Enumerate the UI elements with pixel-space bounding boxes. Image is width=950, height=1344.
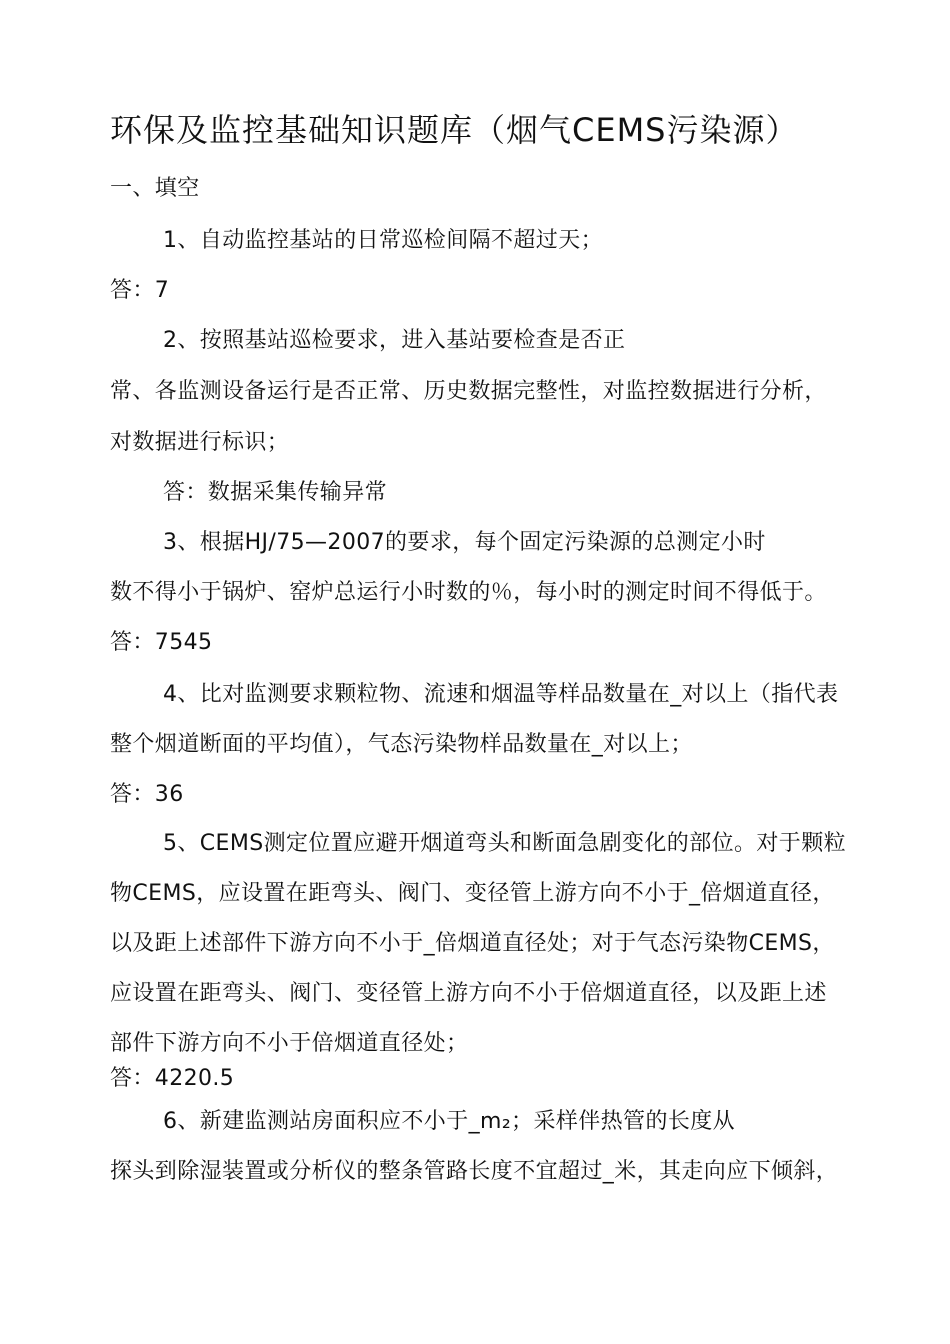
answer-1: 答：7 bbox=[110, 278, 170, 303]
question-1: 1、自动监控基站的日常巡检间隔不超过天； bbox=[163, 228, 603, 253]
question-5-line-3: 以及距上述部件下游方向不小于_倍烟道直径处；对于气态污染物CEMS， bbox=[110, 931, 835, 956]
question-5-line-1: 5、CEMS测定位置应避开烟道弯头和断面急剧变化的部位。对于颗粒 bbox=[163, 831, 847, 856]
answer-2: 答：数据采集传输异常 bbox=[163, 480, 388, 505]
question-5-line-5: 部件下游方向不小于倍烟道直径处； bbox=[110, 1031, 469, 1056]
question-5-line-2: 物CEMS，应设置在距弯头、阀门、变径管上游方向不小于_倍烟道直径， bbox=[110, 881, 835, 906]
question-2-line-3: 对数据进行标识； bbox=[110, 430, 290, 455]
question-2-line-2: 常、各监测设备运行是否正常、历史数据完整性，对监控数据进行分析， bbox=[110, 379, 827, 404]
question-4-line-2: 整个烟道断面的平均值），气态污染物样品数量在_对以上； bbox=[110, 732, 693, 757]
question-3-line-2: 数不得小于锅炉、窑炉总运行小时数的％，每小时的测定时间不得低于。 bbox=[110, 580, 827, 605]
question-5-line-4: 应设置在距弯头、阀门、变径管上游方向不小于倍烟道直径，以及距上述 bbox=[110, 981, 827, 1006]
question-6-line-1: 6、新建监测站房面积应不小于_m₂；采样伴热管的长度从 bbox=[163, 1109, 736, 1134]
question-4-line-1: 4、比对监测要求颗粒物、流速和烟温等样品数量在_对以上（指代表 bbox=[163, 682, 839, 707]
question-2-line-1: 2、按照基站巡检要求，进入基站要检查是否正 bbox=[163, 328, 626, 353]
answer-5: 答：4220.5 bbox=[110, 1066, 235, 1091]
section-heading: 一、填空 bbox=[110, 176, 200, 201]
document-title: 环保及监控基础知识题库（烟气CEMS污染源） bbox=[110, 111, 799, 149]
question-3-line-1: 3、根据HJ/75—2007的要求，每个固定污染源的总测定小时 bbox=[163, 530, 766, 555]
question-6-line-2: 探头到除湿装置或分析仪的整条管路长度不宜超过_米，其走向应下倾斜， bbox=[110, 1159, 839, 1184]
answer-3: 答：7545 bbox=[110, 630, 213, 655]
answer-4: 答：36 bbox=[110, 782, 184, 807]
